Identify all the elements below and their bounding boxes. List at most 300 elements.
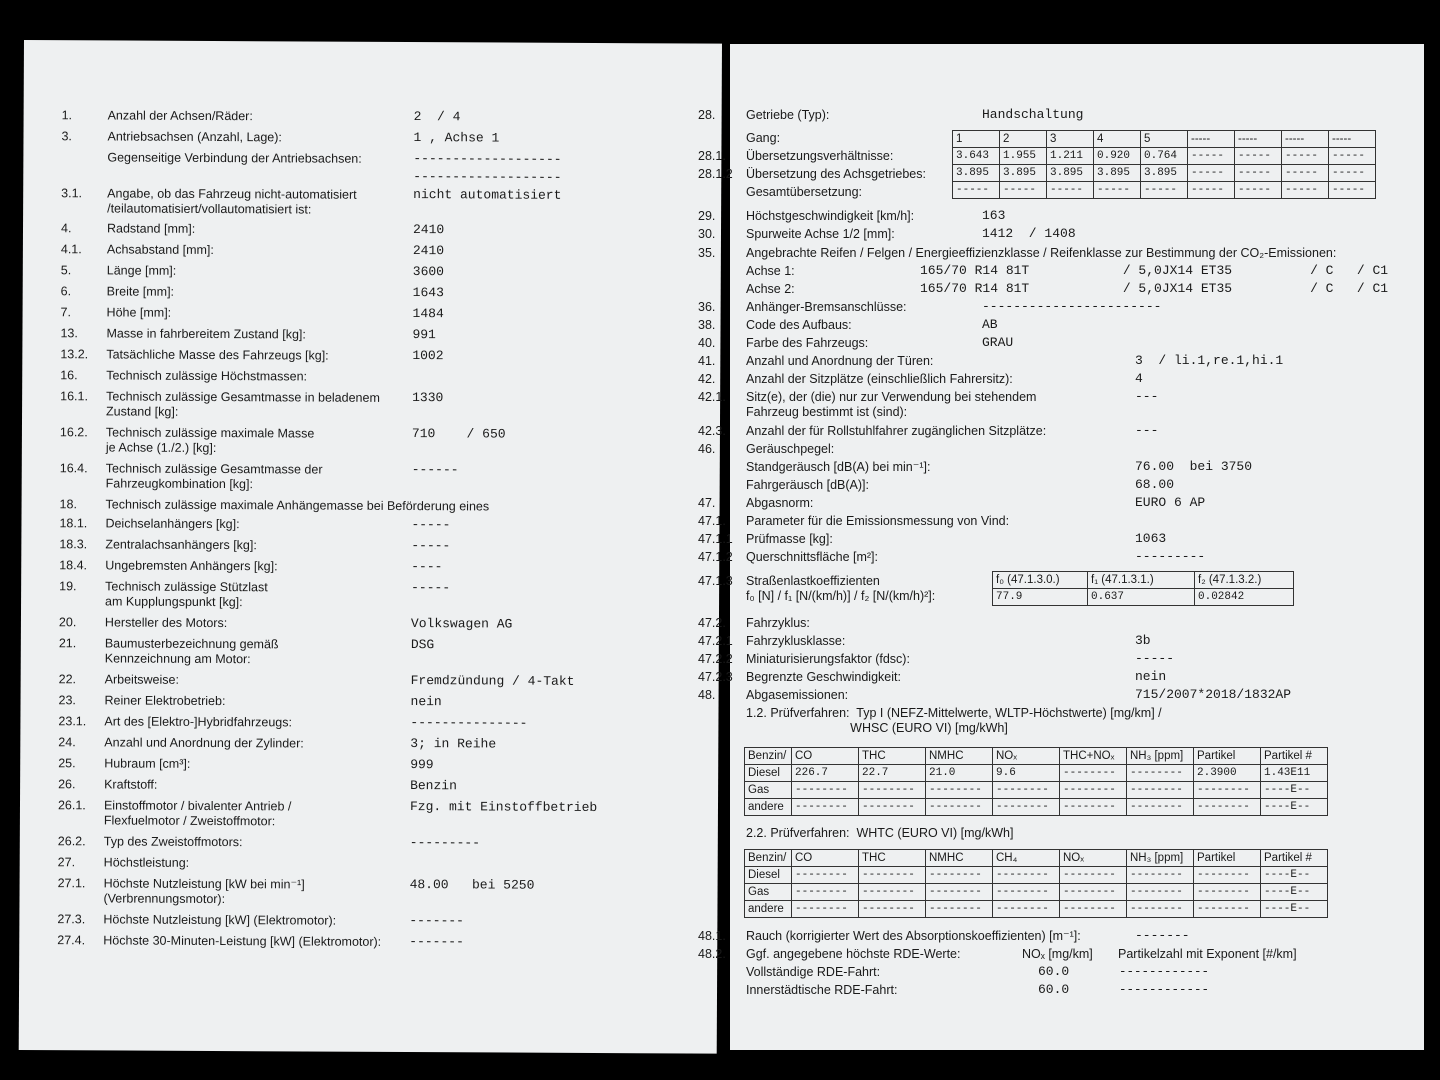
field-value: 60.0: [1038, 982, 1070, 997]
table-cell: f₁ (47.1.3.1.): [1088, 572, 1195, 589]
field-number: 4.1.: [60, 242, 82, 257]
field-value: nein: [410, 694, 442, 710]
table-cell: -----: [1188, 165, 1235, 182]
table-row: [745, 850, 1328, 867]
field-value: 2 / 4: [413, 109, 461, 125]
field-value: ---------: [409, 835, 481, 851]
table-cell: andere: [745, 799, 792, 816]
table-cell: 0.02842: [1195, 589, 1294, 606]
field-row: [61, 168, 701, 185]
field-value: ---: [1135, 423, 1159, 438]
field-number: 24.: [58, 735, 76, 750]
field-row: [61, 150, 701, 167]
field-value: 710 / 650: [411, 426, 506, 442]
field-row: [59, 425, 700, 455]
field-number: 47.2.1: [698, 634, 733, 648]
left-page: [19, 40, 722, 1054]
field-value: -------------------: [413, 169, 562, 185]
field-row: [60, 284, 701, 301]
field-label: Angebrachte Reifen / Felgen / Energieeffizienzklasse / Reifenklasse zur Bestimmung der CO₂-Emissionen:: [746, 246, 1337, 260]
field-label: Höhe [mm]:: [106, 305, 172, 320]
field-label: Spurweite Achse 1/2 [mm]:: [746, 227, 895, 241]
table-cell: --------: [926, 799, 993, 816]
table-cell: --------: [993, 867, 1060, 884]
table-cell: 3: [1047, 131, 1094, 148]
field-number: 47.2.3: [698, 670, 733, 684]
field-value: -----: [411, 580, 451, 596]
field-value: 68.00: [1135, 477, 1175, 492]
emission-table-whtc: [744, 849, 1328, 918]
table-row: [953, 148, 1376, 165]
field-label: Prüfmasse [kg]:: [746, 532, 833, 546]
field-value: nein: [1135, 669, 1167, 684]
table-row: [745, 799, 1328, 816]
field-label: Deichselanhängers [kg]:: [105, 516, 240, 532]
field-number: 35.: [698, 246, 716, 260]
table-cell: -----: [1141, 182, 1188, 199]
field-number: 28.1.: [698, 149, 726, 163]
gear-ratio-table: [952, 130, 1376, 199]
table-cell: NOₓ: [1060, 850, 1127, 867]
table-cell: 1.43E11: [1261, 765, 1328, 782]
field-value: -------: [1135, 928, 1190, 943]
field-row: [57, 855, 698, 870]
field-label: Sitz(e), der (die) nur zur Verwendung bei stehendem Fahrzeug bestimmt ist (sind):: [746, 390, 1037, 419]
field-label: Parameter für die Emissionsmessung von Vind:: [746, 514, 1010, 528]
field-value: ---------------: [410, 715, 528, 731]
table-cell: --------: [1127, 799, 1194, 816]
table-row: [745, 782, 1328, 799]
field-number: 26.: [58, 777, 76, 792]
field-number: 30.: [698, 227, 716, 241]
table-cell: 77.9: [993, 589, 1088, 606]
field-label: Gang:: [746, 131, 781, 145]
field-number: 38.: [698, 318, 716, 332]
field-number: 48.2.: [698, 947, 726, 961]
field-label: Ungebremsten Anhängers [kg]:: [105, 558, 278, 574]
field-value: Benzin: [410, 778, 457, 794]
road-load-table: [992, 571, 1294, 606]
table-cell: -----: [1235, 131, 1282, 148]
table-cell: Gas: [745, 884, 792, 901]
table-cell: -----: [1329, 148, 1376, 165]
field-value: 3 / li.1,re.1,hi.1: [1135, 353, 1284, 368]
field-number: 27.: [57, 855, 76, 870]
field-row: [59, 497, 700, 514]
table-cell: --------: [1127, 884, 1194, 901]
field-number: 5.: [60, 263, 72, 278]
field-label: Anzahl der für Rollstuhlfahrer zugänglichen Sitzplätze:: [746, 424, 1047, 438]
field-value: -----: [411, 517, 451, 533]
field-value: DSG: [410, 637, 435, 653]
field-label: Gegenseitige Verbindung der Antriebsachsen:: [107, 150, 362, 166]
table-cell: -----: [1000, 182, 1047, 199]
field-value: 3; in Reihe: [410, 736, 497, 752]
field-number: 42.3.: [698, 424, 726, 438]
field-number: 3.: [61, 129, 72, 144]
field-number: 7.: [60, 305, 72, 320]
table-cell: 3.895: [1000, 165, 1047, 182]
table-cell: Diesel: [745, 867, 792, 884]
table-cell: 3.895: [953, 165, 1000, 182]
field-value: 163: [982, 208, 1006, 223]
table-cell: --------: [1060, 765, 1127, 782]
field-label: Technisch zulässige Höchstmassen:: [106, 368, 308, 384]
field-label: Angabe, ob das Fahrzeug nicht-automatisiert /teilautomatisiert/vollautomatisiert ist:: [107, 186, 357, 217]
field-label: Technisch zulässige maximale Anhängemasse bei Beförderung eines: [105, 497, 490, 514]
table-cell: --------: [859, 901, 926, 918]
field-value: 1484: [412, 306, 444, 322]
field-row: [58, 693, 699, 710]
table-cell: THC: [859, 748, 926, 765]
field-number: 29.: [698, 209, 716, 223]
field-label: Höchste 30-Minuten-Leistung [kW] (Elektromotor):: [103, 933, 382, 949]
table-cell: -----: [953, 182, 1000, 199]
field-value: AB: [982, 317, 998, 332]
field-value: 1330: [412, 390, 444, 406]
field-row: [57, 912, 697, 929]
table-cell: --------: [859, 867, 926, 884]
field-label: Anzahl und Anordnung der Türen:: [746, 354, 934, 368]
field-row: [57, 798, 698, 828]
field-label: Getriebe (Typ):: [746, 108, 830, 122]
field-row: [61, 129, 702, 146]
field-number: 6.: [60, 284, 72, 299]
field-label: Abgasnorm:: [746, 496, 814, 510]
emission-table-type1: [744, 747, 1328, 816]
table-cell: --------: [859, 799, 926, 816]
table-cell: NH₃ [ppm]: [1127, 748, 1194, 765]
table-cell: -----: [1282, 182, 1329, 199]
field-label: Fahrgeräusch [dB(A)]:: [746, 478, 869, 492]
field-label: Anzahl der Achsen/Räder:: [107, 108, 253, 124]
field-label: Miniaturisierungsfaktor (fdsc):: [746, 652, 910, 666]
table-cell: -----: [1094, 182, 1141, 199]
table-cell: --------: [1060, 884, 1127, 901]
field-number: 48.: [698, 688, 716, 702]
field-label: Masse in fahrbereitem Zustand [kg]:: [106, 326, 306, 342]
field-row: [60, 242, 701, 259]
field-number: 47.2.: [698, 616, 726, 630]
field-value: Fzg. mit Einstoffbetrieb: [409, 799, 598, 816]
field-number: 16.: [60, 368, 78, 383]
field-label: Art des [Elektro-]Hybridfahrzeugs:: [104, 714, 293, 730]
field-value: Handschaltung: [982, 107, 1084, 122]
field-number: 47.1.: [698, 514, 726, 528]
field-row: [58, 735, 698, 752]
field-row: [58, 615, 699, 632]
field-number: 26.2.: [57, 834, 86, 849]
field-label: Höchstgeschwindigkeit [km/h]:: [746, 209, 915, 223]
field-label: Ggf. angegebene höchste RDE-Werte:: [746, 947, 961, 961]
table-cell: 4: [1094, 131, 1141, 148]
table-cell: ----E--: [1261, 901, 1328, 918]
field-row: [60, 368, 700, 384]
table-cell: 3.895: [1141, 165, 1188, 182]
table-cell: --------: [792, 884, 859, 901]
field-label: Breite [mm]:: [106, 284, 175, 299]
field-label: Übersetzung des Achsgetriebes:: [746, 167, 926, 181]
table-cell: --------: [792, 799, 859, 816]
table-row: [745, 765, 1328, 782]
field-label: Achse 1:: [746, 264, 795, 278]
table-cell: NH₃ [ppm]: [1127, 850, 1194, 867]
field-label: 1.2. Prüfverfahren: Typ I (NEFZ-Mittelwerte, WLTP-Höchstwerte) [mg/km] / WHSC (EURO VI) [mg/kWh]: [746, 706, 1162, 735]
field-number: 13.2.: [60, 347, 89, 362]
field-number: 25.: [58, 756, 76, 771]
field-row: [57, 933, 697, 950]
field-value: 715/2007*2018/1832AP: [1135, 687, 1292, 702]
table-cell: --------: [1194, 867, 1261, 884]
field-label: Achse 2:: [746, 282, 795, 296]
field-label: Kraftstoff:: [104, 777, 158, 792]
field-row: [58, 636, 699, 666]
field-number: 13.: [60, 326, 78, 341]
table-cell: --------: [859, 782, 926, 799]
field-label: Anzahl und Anordnung der Zylinder:: [104, 735, 304, 751]
table-cell: --------: [1127, 765, 1194, 782]
rde-particle-value: ------------: [1119, 965, 1210, 979]
field-row: [60, 389, 700, 419]
table-cell: 2: [1000, 131, 1047, 148]
field-value: -----: [1135, 651, 1175, 666]
field-number: 16.4.: [59, 461, 88, 476]
table-cell: --------: [792, 901, 859, 918]
table-cell: --------: [1194, 884, 1261, 901]
field-value: ---: [1135, 389, 1159, 404]
table-cell: Gas: [745, 782, 792, 799]
field-row: [59, 516, 700, 533]
table-row: [745, 867, 1328, 884]
field-number: 47.1.2: [698, 550, 733, 564]
field-number: 18.3.: [59, 537, 88, 552]
field-value: -------: [409, 913, 465, 929]
table-cell: f₂ (47.1.3.2.): [1195, 572, 1294, 589]
table-row: [953, 182, 1376, 199]
table-cell: -----: [1329, 165, 1376, 182]
field-label: Hersteller des Motors:: [104, 615, 228, 631]
field-number: 21.: [58, 636, 77, 651]
table-cell: 3.643: [953, 148, 1000, 165]
field-value: ------: [411, 462, 459, 478]
field-row: [60, 347, 700, 364]
table-cell: --------: [993, 901, 1060, 918]
table-cell: 1.211: [1047, 148, 1094, 165]
field-number: 40.: [698, 336, 716, 350]
field-label: Fahrzyklusklasse:: [746, 634, 846, 648]
table-cell: --------: [926, 901, 993, 918]
field-number: 47.1.3: [698, 574, 733, 588]
field-label: Gesamtübersetzung:: [746, 185, 863, 199]
field-number: 18.1.: [59, 516, 88, 531]
field-value: GRAU: [982, 335, 1014, 350]
field-value: EURO 6 AP: [1135, 495, 1206, 510]
field-row: [59, 461, 700, 491]
table-cell: --------: [792, 782, 859, 799]
table-cell: Partikel: [1194, 850, 1261, 867]
field-value: ---------: [1135, 549, 1206, 564]
table-cell: 3.895: [1047, 165, 1094, 182]
table-cell: NOₓ: [993, 748, 1060, 765]
table-cell: --------: [993, 884, 1060, 901]
field-label: Höchste Nutzleistung [kW bei min⁻¹] (Verbrennungsmotor):: [103, 876, 305, 906]
field-label: Code des Aufbaus:: [746, 318, 852, 332]
table-cell: 21.0: [926, 765, 993, 782]
field-row: [59, 537, 699, 554]
table-cell: Benzin/: [745, 748, 792, 765]
field-number: 27.4.: [57, 933, 86, 948]
table-cell: --------: [1194, 901, 1261, 918]
table-cell: 5: [1141, 131, 1188, 148]
field-label: Übersetzungsverhältnisse:: [746, 149, 894, 163]
field-number: 18.: [59, 497, 77, 512]
field-number: 26.1.: [57, 798, 86, 813]
table-row: [745, 884, 1328, 901]
table-cell: Partikel: [1194, 748, 1261, 765]
table-cell: 0.920: [1094, 148, 1141, 165]
field-value: Volkswagen AG: [410, 616, 513, 632]
field-label: Technisch zulässige Gesamtmasse in beladenem Zustand [kg]:: [106, 389, 380, 419]
table-cell: --------: [1060, 867, 1127, 884]
field-label: Reiner Elektrobetrieb:: [104, 693, 226, 709]
field-label: Querschnittsfläche [m²]:: [746, 550, 878, 564]
field-number: 41.: [698, 354, 716, 368]
table-cell: -----: [1235, 182, 1282, 199]
field-value: 1 , Achse 1: [413, 130, 500, 146]
table-cell: ----E--: [1261, 782, 1328, 799]
table-cell: -----: [1188, 148, 1235, 165]
table-cell: andere: [745, 901, 792, 918]
table-row: [745, 901, 1328, 918]
table-cell: --------: [1060, 782, 1127, 799]
table-cell: -----: [1235, 148, 1282, 165]
table-cell: -----: [1282, 148, 1329, 165]
table-cell: 1: [953, 131, 1000, 148]
table-cell: --------: [1127, 901, 1194, 918]
table-cell: Diesel: [745, 765, 792, 782]
field-label: Begrenzte Geschwindigkeit:: [746, 670, 901, 684]
field-number: 48.1.: [698, 929, 726, 943]
field-number: 42.: [698, 372, 716, 386]
table-row: [993, 572, 1294, 589]
table-cell: --------: [1127, 867, 1194, 884]
field-number: 4.: [60, 221, 72, 236]
field-label: Rauch (korrigierter Wert des Absorptionskoeffizienten) [m⁻¹]:: [746, 929, 1081, 943]
table-cell: CO: [792, 850, 859, 867]
field-row: [60, 263, 701, 280]
table-cell: --------: [1194, 782, 1261, 799]
field-row: [58, 756, 698, 773]
field-label: 2.2. Prüfverfahren: WHTC (EURO VI) [mg/kWh]: [746, 826, 1014, 840]
field-label: Typ des Zweistoffmotors:: [103, 834, 243, 850]
field-number: 36.: [698, 300, 716, 314]
table-cell: -----: [1235, 165, 1282, 182]
field-row: [60, 305, 701, 322]
field-row: [60, 326, 701, 343]
rde-particle-value: ------------: [1119, 983, 1210, 997]
field-number: 19.: [59, 579, 77, 594]
table-cell: THC: [859, 850, 926, 867]
field-value: 60.0: [1038, 964, 1070, 979]
table-cell: -----: [1329, 131, 1376, 148]
field-label: Tatsächliche Masse des Fahrzeugs [kg]:: [106, 347, 329, 363]
rde-partikel-header: Partikelzahl mit Exponent [#/km]: [1118, 947, 1297, 961]
table-cell: 0.764: [1141, 148, 1188, 165]
table-cell: Benzin/: [745, 850, 792, 867]
field-label: Abgasemissionen:: [746, 688, 849, 702]
field-label: Straßenlastkoeffizienten f₀ [N] / f₁ [N/(km/h)] / f₂ [N/(km/h)²]:: [746, 574, 936, 603]
field-number: 20.: [58, 615, 77, 630]
table-cell: -----: [1188, 182, 1235, 199]
field-value: 2410: [412, 243, 445, 259]
table-cell: Partikel #: [1261, 748, 1328, 765]
field-number: 3.1.: [61, 186, 83, 201]
table-cell: --------: [926, 884, 993, 901]
table-cell: CH₄: [993, 850, 1060, 867]
field-value: 1643: [412, 285, 444, 301]
table-cell: --------: [1060, 901, 1127, 918]
field-number: 27.1.: [57, 876, 86, 891]
table-cell: 3.895: [1094, 165, 1141, 182]
table-row: [953, 131, 1376, 148]
field-value: 48.00 bei 5250: [409, 877, 535, 893]
field-number: 1.: [61, 108, 73, 123]
field-row: [59, 558, 699, 575]
table-cell: 2.3900: [1194, 765, 1261, 782]
table-row: [993, 589, 1294, 606]
field-value: 1412 / 1408: [982, 226, 1076, 241]
field-number: 18.4.: [59, 558, 88, 573]
table-cell: --------: [1127, 782, 1194, 799]
field-number: 46.: [698, 442, 716, 456]
field-label: Technisch zulässige maximale Masse je Achse (1./2.) [kg]:: [105, 425, 315, 455]
field-label: Antriebsachsen (Anzahl, Lage):: [107, 129, 282, 145]
field-label: Farbe des Fahrzeugs:: [746, 336, 869, 350]
field-number: 28.: [698, 108, 716, 122]
table-cell: 22.7: [859, 765, 926, 782]
table-cell: -----: [1282, 165, 1329, 182]
field-label: Standgeräusch [dB(A) bei min⁻¹]:: [746, 460, 931, 474]
table-cell: 1.955: [1000, 148, 1047, 165]
table-cell: -----: [1329, 182, 1376, 199]
field-label: Höchste Nutzleistung [kW] (Elektromotor):: [103, 912, 337, 928]
field-label: Einstoffmotor / bivalenter Antrieb / Flexfuelmotor / Zweistoffmotor:: [103, 798, 292, 828]
field-row: [61, 186, 701, 217]
table-cell: ----E--: [1261, 867, 1328, 884]
field-label: Geräuschpegel:: [746, 442, 835, 456]
field-label: Fahrzyklus:: [746, 616, 810, 630]
table-cell: --------: [993, 799, 1060, 816]
field-number: 47.1.1: [698, 532, 733, 546]
table-cell: --------: [859, 884, 926, 901]
field-value: 76.00 bei 3750: [1135, 459, 1253, 474]
field-value: 4: [1135, 371, 1143, 386]
right-page: [698, 44, 1424, 1050]
field-value: 991: [412, 327, 436, 343]
field-number: 47.2.2: [698, 652, 733, 666]
field-value: 3600: [412, 264, 445, 280]
table-cell: ----E--: [1261, 884, 1328, 901]
field-number: 47.: [698, 496, 716, 510]
field-value: 999: [410, 757, 434, 773]
table-cell: -----: [1282, 131, 1329, 148]
field-number: 16.2.: [59, 425, 88, 440]
table-cell: NMHC: [926, 748, 993, 765]
field-row: [57, 876, 698, 906]
table-cell: --------: [926, 782, 993, 799]
field-label: Höchstleistung:: [103, 855, 190, 870]
field-label: Arbeitsweise:: [104, 672, 180, 687]
